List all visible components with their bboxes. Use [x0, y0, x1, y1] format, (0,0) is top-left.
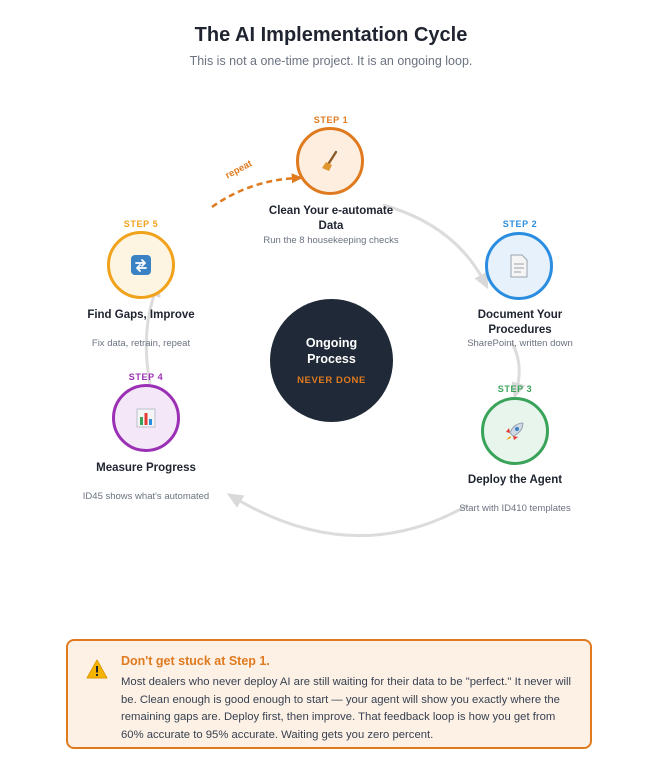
step5-number: STEP 5 — [123, 219, 159, 229]
repeat-label: repeat — [223, 158, 254, 182]
step5-description: Fix data, retrain, repeat — [91, 338, 191, 349]
step5-name: Find Gaps, Improve — [87, 309, 195, 321]
callout-body: Most dealers who never deploy AI are still waiting for their data to be "perfect." It never will be. Clean enough is good enough to start — your agent will show you exactly where the remaining gaps are. Deploy first, then improve. That feedback loop is how you get from 60% accurate to 95% accurate. Waiting gets you zero percent. — [121, 676, 572, 741]
center-title: Ongoing Process — [305, 336, 358, 366]
callout-title: Don't get stuck at Step 1. — [121, 654, 270, 668]
step4-node — [112, 384, 180, 452]
center-hub — [270, 299, 393, 422]
step1-name: Clean Your e-automate Data — [268, 205, 394, 232]
step4-number: STEP 4 — [128, 372, 164, 382]
broom-icon — [317, 148, 343, 174]
step1-node — [296, 127, 364, 195]
document-icon — [507, 253, 531, 279]
arrow-step3-to-step4 — [233, 497, 468, 536]
step4-name: Measure Progress — [96, 462, 196, 474]
step3-number: STEP 3 — [497, 384, 533, 394]
step2-number: STEP 2 — [502, 219, 538, 229]
arrow-step4-to-step5 — [146, 287, 157, 384]
rocket-icon — [502, 418, 528, 444]
step2-description: SharePoint, written down — [467, 338, 573, 349]
step3-node — [481, 397, 549, 465]
center-subtitle: NEVER DONE — [297, 375, 366, 386]
warning-icon — [86, 659, 108, 679]
step1-number: STEP 1 — [313, 115, 349, 125]
page-title: The AI Implementation Cycle — [194, 24, 468, 46]
arrow-repeat — [212, 178, 298, 207]
step3-description: Start with ID410 templates — [459, 503, 571, 514]
step2-name: Document Your Procedures — [477, 309, 563, 336]
step1-description: Run the 8 housekeeping checks — [263, 235, 399, 246]
page-subtitle: This is not a one-time project. It is an ongoing loop. — [189, 54, 473, 68]
cycle-arrows-icon — [129, 253, 153, 277]
step4-description: ID45 shows what's automated — [82, 491, 210, 502]
bar-chart-icon — [134, 406, 158, 430]
warning-callout — [66, 639, 592, 749]
step3-name: Deploy the Agent — [467, 474, 563, 486]
step2-node — [485, 232, 553, 300]
step5-node — [107, 231, 175, 299]
